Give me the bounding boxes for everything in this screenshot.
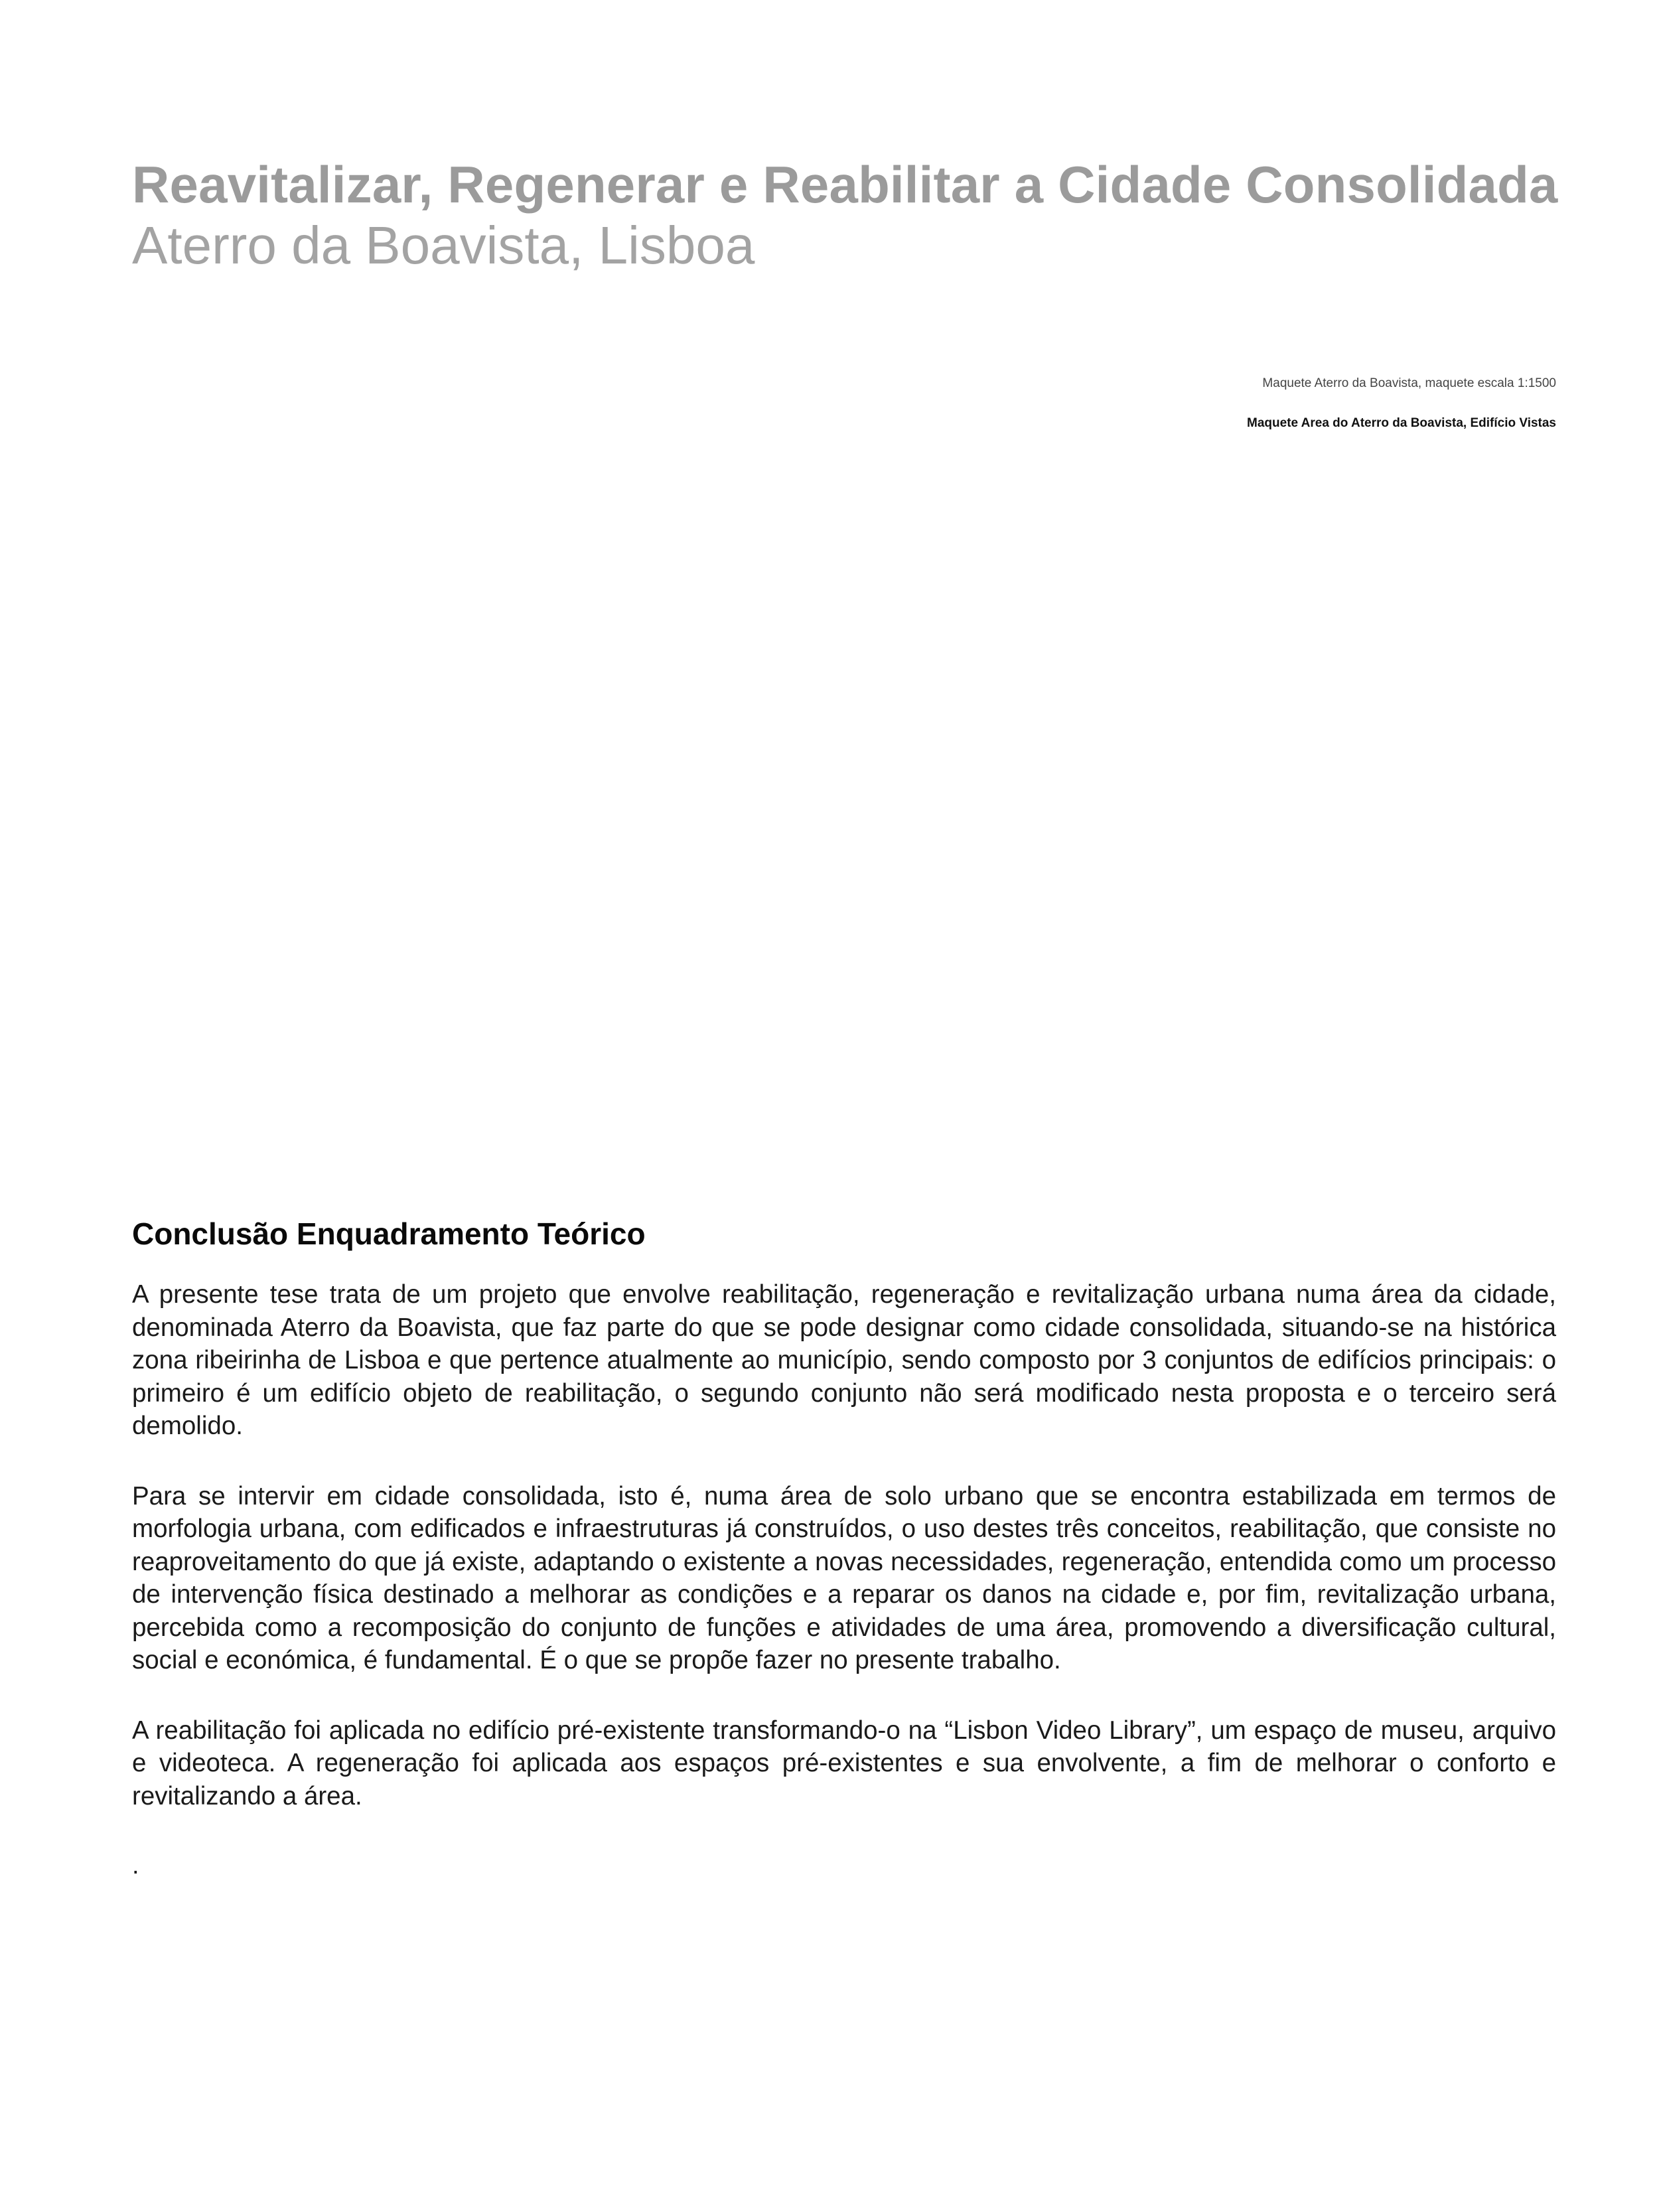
paragraph-3: A reabilitação foi aplicada no edifício pré-existente transformando-o na “Lisbon Video Library”, um espaço de museu, arquivo e videoteca. A regeneração foi aplicada aos espaços pré-existentes e sua envolvente, a fim de melhorar o conforto e revitalizando a área. bbox=[132, 1716, 1556, 1810]
page-title: Reavitalizar, Regenerar e Reabilitar a Cidade Consolidada bbox=[132, 155, 1558, 214]
paragraph-2: Para se intervir em cidade consolidada, isto é, numa área de solo urbano que se encontra estabilizada em termos de morfologia urbana, com edificados e infraestruturas já construídos, o uso destes três conceitos, reabilitação, que consiste no reaproveitamento do que já existe, adaptando o existente a novas necessidades, regeneração, entendida como um processo de intervenção física destinado a melhorar as condições e a reparar os danos na cidade e, por fim, revitalização urbana, percebida como a recomposição do conjunto de funções e atividades de uma área, promovendo a diversificação cultural, social e económica, é fundamental. É o que se propõe fazer no presente trabalho. bbox=[132, 1481, 1556, 1674]
page-subtitle: Aterro da Boavista, Lisboa bbox=[132, 216, 755, 275]
blank-image-area bbox=[132, 465, 1556, 1195]
section-heading: Conclusão Enquadramento Teórico bbox=[132, 1217, 646, 1251]
caption-model-area: Maquete Area do Aterro da Boavista, Edifício Vistas bbox=[1247, 416, 1556, 430]
caption-model-scale: Maquete Aterro da Boavista, maquete escala 1:1500 bbox=[1262, 376, 1556, 390]
paragraph-1: A presente tese trata de um projeto que envolve reabilitação, regeneração e revitalização urbana numa área da cidade, denominada Aterro da Boavista, que faz parte do que se pode designar como cidade consolidada, situando-se na histórica zona ribeirinha de Lisboa e que pertence atualmente ao município, sendo composto por 3 conjuntos de edifícios principais: o primeiro é um edifício objeto de reabilitação, o segundo conjunto não será modificado nesta proposta e o terceiro será demolido. bbox=[132, 1280, 1556, 1440]
image-captions bbox=[1247, 376, 1556, 431]
page-header bbox=[132, 154, 1558, 276]
main-content bbox=[132, 1215, 1556, 1881]
trailing-mark: . bbox=[132, 1852, 139, 1880]
